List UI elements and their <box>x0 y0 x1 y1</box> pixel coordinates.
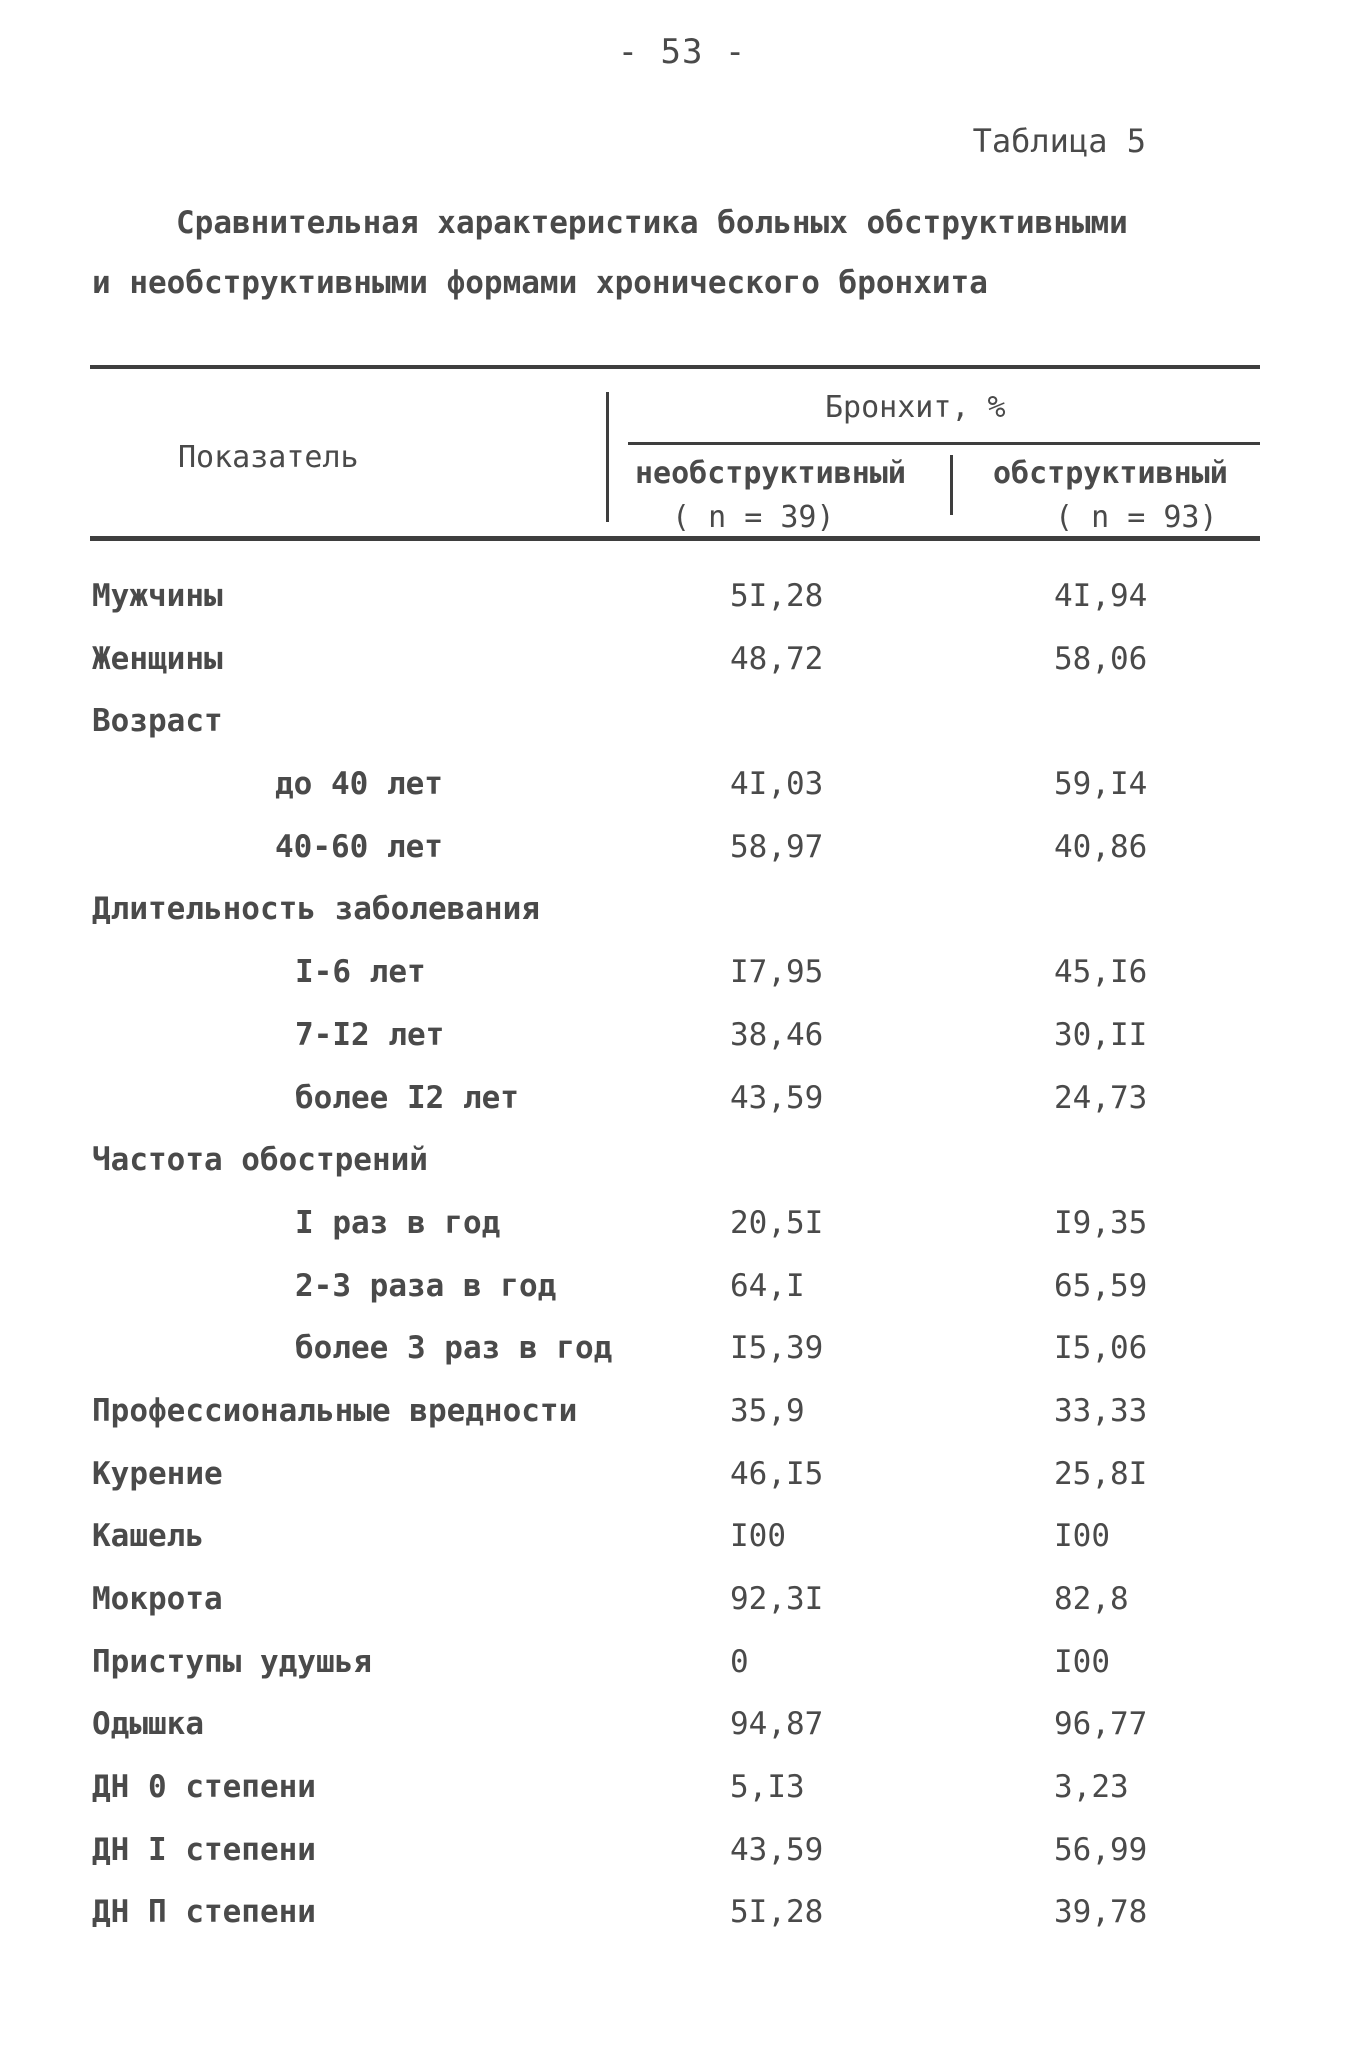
table-row <box>0 944 1364 1007</box>
row-label: Профессиональные вредности <box>92 1392 578 1429</box>
row-value-obstructive: 4I,94 <box>1054 578 1148 614</box>
row-label: Мужчины <box>92 578 223 614</box>
table-row <box>0 1383 1364 1446</box>
row-value-nonobstructive: I7,95 <box>730 954 824 991</box>
table-row <box>0 1884 1364 1947</box>
row-value-obstructive: 65,59 <box>1054 1267 1148 1304</box>
row-value-nonobstructive: 0 <box>730 1643 749 1680</box>
row-label: более 3 раз в год <box>295 1330 613 1367</box>
row-label: Приступы удушья <box>92 1643 372 1680</box>
row-value-obstructive: 58,06 <box>1054 640 1148 677</box>
row-label: ДН I степени <box>92 1831 316 1868</box>
table-row <box>0 881 1364 944</box>
row-value-nonobstructive: I5,39 <box>730 1330 824 1367</box>
row-label: ДН 0 степени <box>92 1769 316 1806</box>
table-row <box>0 1696 1364 1759</box>
header-n-obstructive: ( n = 93) <box>1055 500 1218 535</box>
row-value-nonobstructive: 43,59 <box>730 1831 824 1868</box>
row-value-obstructive: 30,II <box>1054 1016 1148 1053</box>
row-label: 2-3 раза в год <box>295 1267 557 1304</box>
row-value-nonobstructive: 5I,28 <box>730 1894 824 1931</box>
header-col-nonobstructive: необструктивный <box>635 456 906 491</box>
table-row <box>0 1320 1364 1383</box>
header-group: Бронхит, % <box>825 390 1006 425</box>
row-value-obstructive: 24,73 <box>1054 1079 1148 1116</box>
row-value-obstructive: 39,78 <box>1054 1894 1148 1931</box>
row-label: 7-I2 лет <box>295 1016 445 1053</box>
row-value-nonobstructive: 46,I5 <box>730 1455 824 1492</box>
table-row <box>0 1258 1364 1321</box>
table-row <box>0 1446 1364 1509</box>
row-value-obstructive: 96,77 <box>1054 1706 1148 1743</box>
row-value-nonobstructive: 48,72 <box>730 640 824 677</box>
row-value-obstructive: 25,8I <box>1054 1455 1148 1492</box>
row-value-nonobstructive: 94,87 <box>730 1706 824 1743</box>
table-title-line-2: и необструктивными формами хронического бронхита <box>92 265 988 301</box>
table-row <box>0 1822 1364 1885</box>
row-label: Длительность заболевания <box>92 891 540 928</box>
table-row <box>0 1634 1364 1697</box>
table-row <box>0 1007 1364 1070</box>
page-number: - 53 - <box>617 32 747 72</box>
table-row <box>0 819 1364 882</box>
row-value-obstructive: I5,06 <box>1054 1330 1148 1367</box>
column-divider-right <box>950 455 953 515</box>
header-indicator: Показатель <box>178 440 359 475</box>
row-value-obstructive: I00 <box>1054 1518 1110 1555</box>
row-value-obstructive: I9,35 <box>1054 1204 1148 1241</box>
table-row <box>0 1195 1364 1258</box>
row-value-nonobstructive: 4I,03 <box>730 766 824 803</box>
table-label: Таблица 5 <box>972 122 1146 160</box>
table-top-rule <box>90 365 1260 369</box>
row-value-nonobstructive: 5,I3 <box>730 1769 805 1806</box>
table-title-line-1: Сравнительная характеристика больных обструктивными <box>176 205 1128 241</box>
header-bottom-rule <box>90 536 1260 541</box>
row-value-obstructive: 59,I4 <box>1054 766 1148 803</box>
row-label: Курение <box>92 1455 223 1492</box>
table-row <box>0 568 1364 631</box>
table-row <box>0 631 1364 694</box>
group-header-rule <box>628 442 1260 445</box>
row-label: Одышка <box>92 1706 204 1743</box>
column-divider-left <box>606 392 609 522</box>
row-value-nonobstructive: I00 <box>730 1518 786 1555</box>
row-value-nonobstructive: 5I,28 <box>730 578 824 614</box>
row-value-obstructive: 40,86 <box>1054 828 1148 865</box>
row-value-obstructive: 3,23 <box>1054 1769 1129 1806</box>
row-label: ДН П степени <box>92 1894 316 1931</box>
row-label: более I2 лет <box>295 1079 519 1116</box>
row-value-nonobstructive: 58,97 <box>730 828 824 865</box>
header-col-obstructive: обструктивный <box>993 456 1228 491</box>
row-value-nonobstructive: 92,3I <box>730 1581 824 1617</box>
table-row <box>0 1759 1364 1822</box>
row-value-obstructive: 45,I6 <box>1054 954 1148 991</box>
row-value-obstructive: I00 <box>1054 1643 1110 1680</box>
row-label: Мокрота <box>92 1581 223 1617</box>
row-label: Женщины <box>92 640 223 677</box>
row-label: I раз в год <box>295 1204 501 1241</box>
row-value-nonobstructive: 43,59 <box>730 1079 824 1116</box>
header-n-nonobstructive: ( n = 39) <box>672 500 835 535</box>
row-value-obstructive: 82,8 <box>1054 1581 1129 1617</box>
row-value-nonobstructive: 38,46 <box>730 1016 824 1053</box>
row-value-nonobstructive: 20,5I <box>730 1204 824 1241</box>
table-row <box>0 1508 1364 1571</box>
table-row <box>0 1571 1364 1634</box>
row-label: Кашель <box>92 1518 204 1555</box>
row-label: 40-60 лет <box>275 828 443 865</box>
row-value-obstructive: 33,33 <box>1054 1392 1148 1429</box>
table-body <box>0 568 1364 1947</box>
row-value-nonobstructive: 35,9 <box>730 1392 805 1429</box>
table-row <box>0 756 1364 819</box>
table-row <box>0 693 1364 756</box>
row-value-nonobstructive: 64,I <box>730 1267 805 1304</box>
table-row <box>0 1132 1364 1195</box>
row-value-obstructive: 56,99 <box>1054 1831 1148 1868</box>
row-label: до 40 лет <box>275 766 443 803</box>
row-label: I-6 лет <box>295 954 426 991</box>
row-label: Частота обострений <box>92 1142 428 1179</box>
row-label: Возраст <box>92 703 223 740</box>
table-row <box>0 1070 1364 1133</box>
